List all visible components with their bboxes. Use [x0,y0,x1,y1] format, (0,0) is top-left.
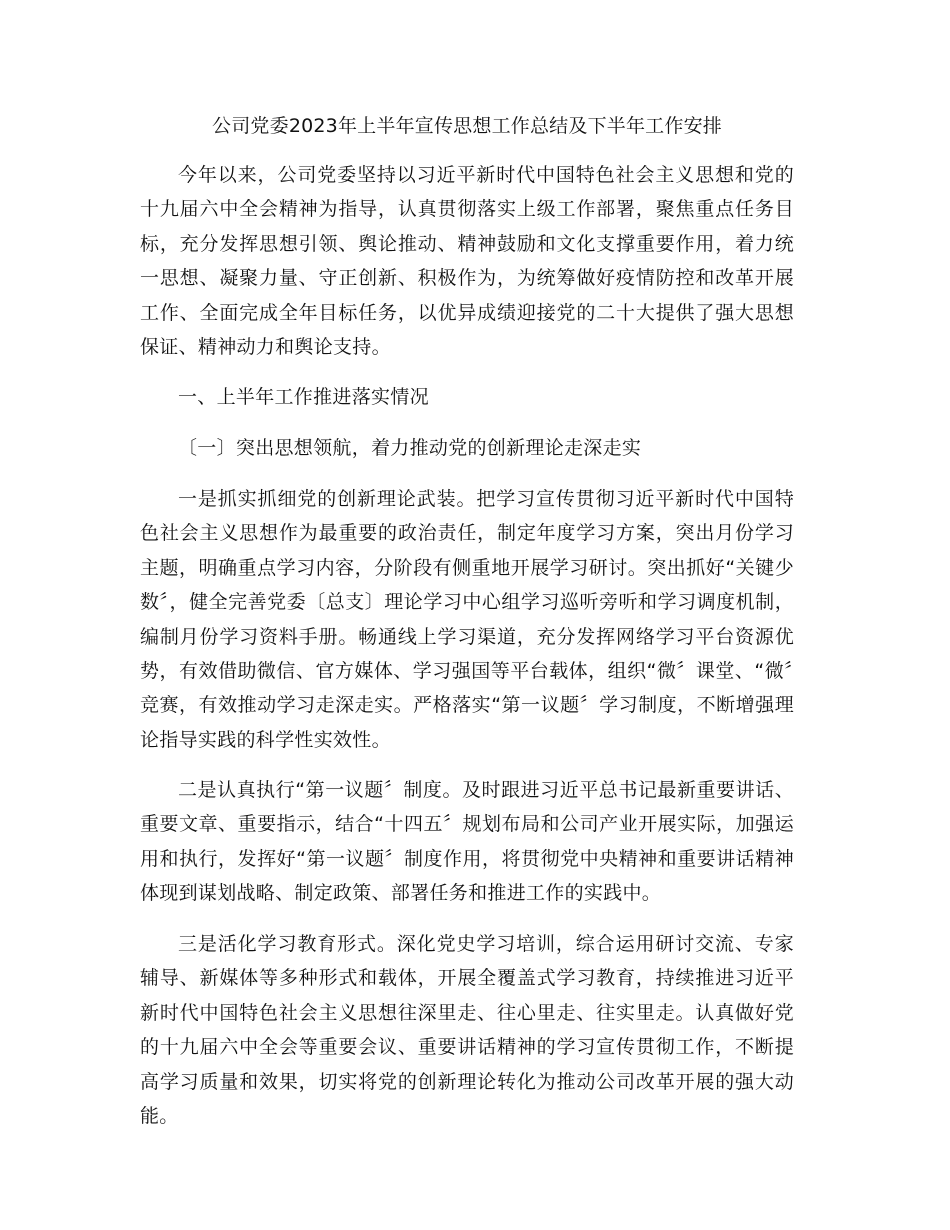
body-paragraph-3: 三是活化学习教育形式。深化党史学习培训，综合运用研讨交流、专家辅导、新媒体等多种形式和载体，开展全覆盖式学习教育，持续推进习近平新时代中国特色社会主义思想往深里走、往心里走、往实里走。认真做好党的十九届六中全会等重要会议、重要讲话精神的学习宣传贯彻工作，不断提高学习质量和效果，切实将党的创新理论转化为推动公司改革开展的强大动能。 [140,933,794,1128]
document-title: 公司党委2023年上半年宣传思想工作总结及下半年工作安排 [212,115,722,137]
body-paragraph-1: 一是抓实抓细党的创新理论武装。把学习宣传贯彻习近平新时代中国特色社会主义思想作为最重要的政治责任，制定年度学习方案，突出月份学习主题，明确重点学习内容，分阶段有侧重地开展学习研讨。突出抓好“关键少数〞，健全完善党委〔总支〕理论学习中心组学习巡听旁听和学习调度机制，编制月份学习资料手册。畅通线上学习渠道，充分发挥网络学习平台资源优势，有效借助微信、官方媒体、学习强国等平台载体，组织“微〞课堂、“微〞竞赛，有效推动学习走深走实。严格落实“第一议题〞学习制度，不断增强理论指导实践的科学性实效性。 [140,488,794,751]
subsection-heading: 〔一〕突出思想领航，着力推动党的创新理论走深走实 [178,437,642,459]
section-heading: 一、上半年工作推进落实情况 [178,386,429,408]
body-paragraph-2: 二是认真执行“第一议题〞制度。及时跟进习近平总书记最新重要讲话、重要文章、重要指示，结合“十四五〞规划布局和公司产业开展实际，加强运用和执行，发挥好“第一议题〞制度作用，将贯彻党中央精神和重要讲话精神体现到谋划战略、制定政策、部署任务和推进工作的实践中。 [140,779,794,905]
intro-paragraph: 今年以来，公司党委坚持以习近平新时代中国特色社会主义思想和党的十九届六中全会精神为指导，认真贯彻落实上级工作部署，聚焦重点任务目标，充分发挥思想引领、舆论推动、精神鼓励和文化支撑重要作用，着力统一思想、凝聚力量、守正创新、积极作为，为统筹做好疫情防控和改革开展工作、全面完成全年目标任务，以优异成绩迎接党的二十大提供了强大思想保证、精神动力和舆论支持。 [140,164,794,359]
